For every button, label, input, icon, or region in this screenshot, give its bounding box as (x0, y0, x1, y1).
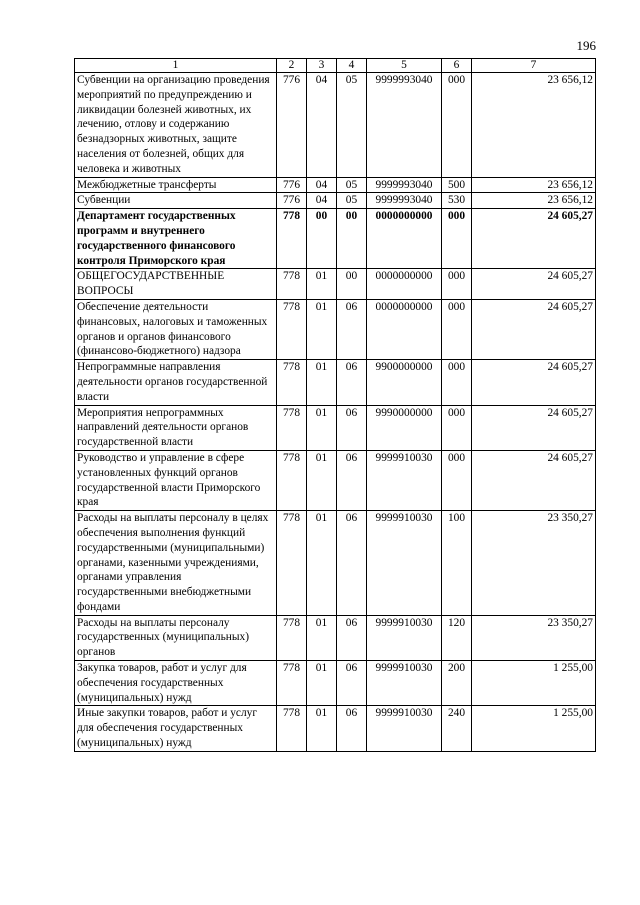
row-type-cell: 000 (442, 405, 472, 450)
row-type-cell: 000 (442, 299, 472, 359)
row-name-cell: Закупка товаров, работ и услуг для обеспечения государственных (муниципальных) нужд (75, 661, 277, 706)
row-section-cell: 01 (307, 511, 337, 616)
row-code-cell: 776 (277, 73, 307, 178)
header-cell: 6 (442, 59, 472, 73)
row-type-cell: 120 (442, 615, 472, 660)
row-amount-cell: 24 605,27 (472, 269, 596, 300)
row-code-cell: 778 (277, 511, 307, 616)
row-code-cell: 778 (277, 450, 307, 510)
row-code-cell: 778 (277, 615, 307, 660)
row-amount-cell: 23 350,27 (472, 511, 596, 616)
row-section-cell: 01 (307, 360, 337, 405)
table-body (75, 73, 596, 752)
table-header-row (75, 59, 596, 73)
row-name-cell: Субвенции (75, 193, 277, 209)
row-target-cell: 0000000000 (367, 299, 442, 359)
table-row (75, 661, 596, 706)
row-target-cell: 9999910030 (367, 661, 442, 706)
header-cell: 2 (277, 59, 307, 73)
table-row (75, 615, 596, 660)
row-subsection-cell: 06 (337, 405, 367, 450)
row-target-cell: 9999910030 (367, 511, 442, 616)
row-type-cell: 500 (442, 177, 472, 193)
table-row (75, 450, 596, 510)
row-type-cell: 240 (442, 706, 472, 751)
row-section-cell: 01 (307, 405, 337, 450)
row-subsection-cell: 06 (337, 511, 367, 616)
table-row (75, 511, 596, 616)
row-subsection-cell: 00 (337, 209, 367, 269)
row-amount-cell: 24 605,27 (472, 360, 596, 405)
row-type-cell: 000 (442, 209, 472, 269)
table-row (75, 405, 596, 450)
header-cell: 5 (367, 59, 442, 73)
row-target-cell: 9999993040 (367, 193, 442, 209)
header-cell: 3 (307, 59, 337, 73)
row-amount-cell: 24 605,27 (472, 405, 596, 450)
row-code-cell: 778 (277, 269, 307, 300)
row-subsection-cell: 06 (337, 661, 367, 706)
table-row (75, 299, 596, 359)
row-subsection-cell: 06 (337, 450, 367, 510)
row-type-cell: 100 (442, 511, 472, 616)
row-section-cell: 01 (307, 269, 337, 300)
table-row (75, 193, 596, 209)
header-cell: 1 (75, 59, 277, 73)
row-subsection-cell: 06 (337, 615, 367, 660)
row-name-cell: Расходы на выплаты персоналу в целях обеспечения выполнения функций государственными (муниципальными) органами, казенными учреждениями, органами управления государственными внебюджетными фондами (75, 511, 277, 616)
row-name-cell: Мероприятия непрограммных направлений деятельности органов государственной власти (75, 405, 277, 450)
row-section-cell: 00 (307, 209, 337, 269)
row-amount-cell: 23 656,12 (472, 73, 596, 178)
row-amount-cell: 24 605,27 (472, 450, 596, 510)
row-subsection-cell: 05 (337, 73, 367, 178)
row-type-cell: 000 (442, 360, 472, 405)
row-section-cell: 01 (307, 450, 337, 510)
row-section-cell: 01 (307, 299, 337, 359)
row-amount-cell: 24 605,27 (472, 299, 596, 359)
row-type-cell: 000 (442, 73, 472, 178)
row-section-cell: 04 (307, 73, 337, 178)
row-amount-cell: 23 656,12 (472, 177, 596, 193)
row-code-cell: 778 (277, 360, 307, 405)
row-section-cell: 01 (307, 706, 337, 751)
row-amount-cell: 23 350,27 (472, 615, 596, 660)
table-row (75, 706, 596, 751)
row-target-cell: 0000000000 (367, 269, 442, 300)
table-row (75, 360, 596, 405)
row-target-cell: 9990000000 (367, 405, 442, 450)
row-subsection-cell: 05 (337, 177, 367, 193)
row-amount-cell: 23 656,12 (472, 193, 596, 209)
row-type-cell: 200 (442, 661, 472, 706)
table-row (75, 269, 596, 300)
row-amount-cell: 1 255,00 (472, 706, 596, 751)
table-row (75, 73, 596, 178)
row-subsection-cell: 06 (337, 706, 367, 751)
row-subsection-cell: 06 (337, 299, 367, 359)
row-target-cell: 9999910030 (367, 450, 442, 510)
header-cell: 7 (472, 59, 596, 73)
row-name-cell: Иные закупки товаров, работ и услуг для обеспечения государственных (муниципальных) нужд (75, 706, 277, 751)
row-amount-cell: 24 605,27 (472, 209, 596, 269)
row-code-cell: 776 (277, 193, 307, 209)
row-amount-cell: 1 255,00 (472, 661, 596, 706)
row-code-cell: 778 (277, 706, 307, 751)
row-section-cell: 04 (307, 193, 337, 209)
row-subsection-cell: 05 (337, 193, 367, 209)
row-subsection-cell: 00 (337, 269, 367, 300)
row-target-cell: 9900000000 (367, 360, 442, 405)
row-name-cell: Субвенции на организацию проведения мероприятий по предупреждению и ликвидации болезней животных, их лечению, отлову и содержанию безнадзорных животных, защите населения от болезней, общих для человека и животных (75, 73, 277, 178)
row-target-cell: 9999910030 (367, 706, 442, 751)
row-section-cell: 04 (307, 177, 337, 193)
row-name-cell: Департамент государственных программ и внутреннего государственного финансового контроля Приморского края (75, 209, 277, 269)
row-type-cell: 000 (442, 269, 472, 300)
row-code-cell: 778 (277, 209, 307, 269)
row-type-cell: 000 (442, 450, 472, 510)
row-code-cell: 778 (277, 661, 307, 706)
page-number: 196 (576, 38, 596, 53)
row-section-cell: 01 (307, 615, 337, 660)
row-code-cell: 778 (277, 299, 307, 359)
row-name-cell: Обеспечение деятельности финансовых, налоговых и таможенных органов и органов финансового (финансово-бюджетного) надзора (75, 299, 277, 359)
row-target-cell: 9999993040 (367, 73, 442, 178)
row-name-cell: Непрограммные направления деятельности органов государственной власти (75, 360, 277, 405)
row-target-cell: 0000000000 (367, 209, 442, 269)
table-row (75, 177, 596, 193)
row-code-cell: 776 (277, 177, 307, 193)
row-target-cell: 9999993040 (367, 177, 442, 193)
row-name-cell: Руководство и управление в сфере установленных функций органов государственной власти Приморского края (75, 450, 277, 510)
row-code-cell: 778 (277, 405, 307, 450)
row-target-cell: 9999910030 (367, 615, 442, 660)
table-row (75, 209, 596, 269)
row-name-cell: Межбюджетные трансферты (75, 177, 277, 193)
row-section-cell: 01 (307, 661, 337, 706)
budget-table (74, 58, 596, 752)
row-name-cell: Расходы на выплаты персоналу государственных (муниципальных) органов (75, 615, 277, 660)
header-cell: 4 (337, 59, 367, 73)
row-type-cell: 530 (442, 193, 472, 209)
row-name-cell: ОБЩЕГОСУДАРСТВЕННЫЕ ВОПРОСЫ (75, 269, 277, 300)
row-subsection-cell: 06 (337, 360, 367, 405)
